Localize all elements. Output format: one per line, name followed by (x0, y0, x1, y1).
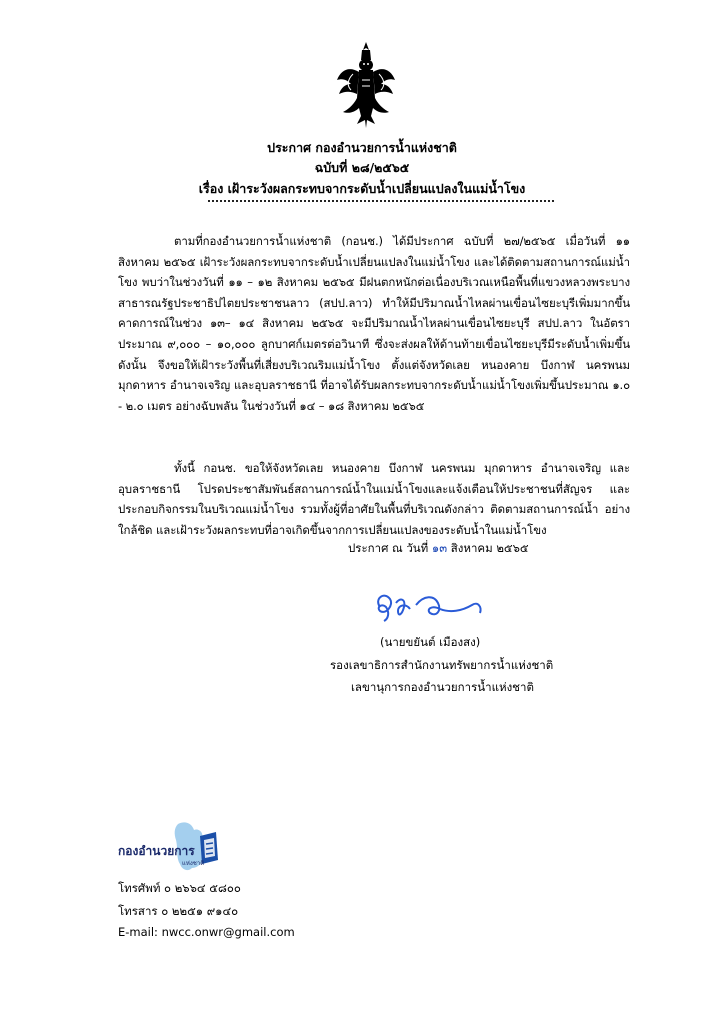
date-suffix: สิงหาคม ๒๕๖๕ (450, 541, 529, 555)
date-day: ๑๓ (431, 541, 448, 555)
handwritten-signature (372, 585, 492, 625)
signatory-position: รองเลขาธิการสำนักงานทรัพยากรน้ำแห่งชาติ (330, 658, 554, 672)
body-paragraph-2: ทั้งนี้ กอนช. ขอให้จังหวัดเลย หนองคาย บึงกาฬ นครพนม มุกดาหาร อำนาจเจริญ และอุบลราชธานี โปรดประชาสัมพันธ์สถานการณ์น้ำในแม่น้ำโขงและแจ้งเตือนให้ประชาชนที่สัญจร และประกอบกิจกรรมในบริเวณแม่น้ำโขง รวมทั้งผู้ที่อาศัยในพื้นที่บริเวณดังกล่าว ติดตามสถานการณ์น้ำ อย่างใกล้ชิด และเฝ้าระวังผลกระทบที่อาจเกิดขึ้นจากการเปลี่ยนแปลงของระดับน้ำในแม่น้ำโขง (118, 461, 630, 537)
announcement-date (348, 538, 529, 558)
nwcc-logo (118, 818, 238, 873)
dotted-divider (208, 200, 554, 202)
announcement-issue-number: ฉบับที่ ๒๘/๒๕๖๕ (314, 160, 410, 175)
garuda-emblem-icon (335, 40, 397, 132)
announcement-title: ประกาศ กองอำนวยการน้ำแห่งชาติ (267, 140, 457, 155)
signatory-name: (นายขยันต์ เมืองสง) (380, 635, 481, 649)
announcement-subject: เรื่อง เฝ้าระวังผลกระทบจากระดับน้ำเปลี่ยนแปลงในแม่น้ำโขง (198, 181, 526, 196)
signatory-role: เลขานุการกองอำนวยการน้ำแห่งชาติ (351, 680, 534, 694)
contact-phone: โทรศัพท์ ๐ ๒๖๖๔ ๕๘๐๐ (118, 881, 241, 895)
logo-subtitle: แห่งชาติ (182, 860, 205, 867)
contact-fax: โทรสาร ๐ ๒๒๕๑ ๙๑๔๐ (118, 904, 239, 918)
body-paragraph-1: ตามที่กองอำนวยการน้ำแห่งชาติ (กอนช.) ได้มีประกาศ ฉบับที่ ๒๗/๒๕๖๕ เมื่อวันที่ ๑๑ สิงหาคม ๒๕๖๕ เฝ้าระวังผลกระทบจากระดับน้ำเปลี่ยนแปลงในแม่น้ำโขง และได้ติดตามสถานการณ์แม่น้ำโขง พบว่าในช่วงวันที่ ๑๑ – ๑๒ สิงหาคม ๒๕๖๕ มีฝนตกหนักต่อเนื่องบริเวณเหนือพื้นที่แขวงหลวงพระบาง สาธารณรัฐประชาธิปไตยประชาชนลาว (สปป.ลาว) ทำให้มีปริมาณน้ำไหลผ่านเขื่อนไซยะบุรีเพิ่มมากขึ้น คาดการณ์ในช่วง ๑๓– ๑๔ สิงหาคม ๒๕๖๕ จะมีปริมาณน้ำไหลผ่านเขื่อนไซยะบุรี สปป.ลาว ในอัตราประมาณ ๙,๐๐๐ – ๑๐,๐๐๐ ลูกบาศก์เมตรต่อวินาที ซึ่งจะส่งผลให้ด้านท้ายเขื่อนไซยะบุรีมีระดับน้ำเพิ่มขึ้น ดังนั้น จึงขอให้เฝ้าระวังพื้นที่เสี่ยงบริเวณริมแม่น้ำโขง ตั้งแต่จังหวัดเลย หนองคาย บึงกาฬ นครพนม มุกดาหาร อำนาจเจริญ และอุบลราชธานี ที่อาจได้รับผลกระทบจากระดับน้ำแม่น้ำโขงเพิ่มขึ้นประมาณ ๑.๐ - ๒.๐ เมตร อย่างฉับพลัน ในช่วงวันที่ ๑๔ – ๑๘ สิงหาคม ๒๕๖๕ (118, 234, 630, 413)
date-prefix: ประกาศ ณ วันที่ (348, 541, 429, 555)
logo-name: กองอำนวยการ (118, 844, 195, 858)
contact-email[interactable]: E-mail: nwcc.onwr@gmail.com (118, 925, 295, 939)
